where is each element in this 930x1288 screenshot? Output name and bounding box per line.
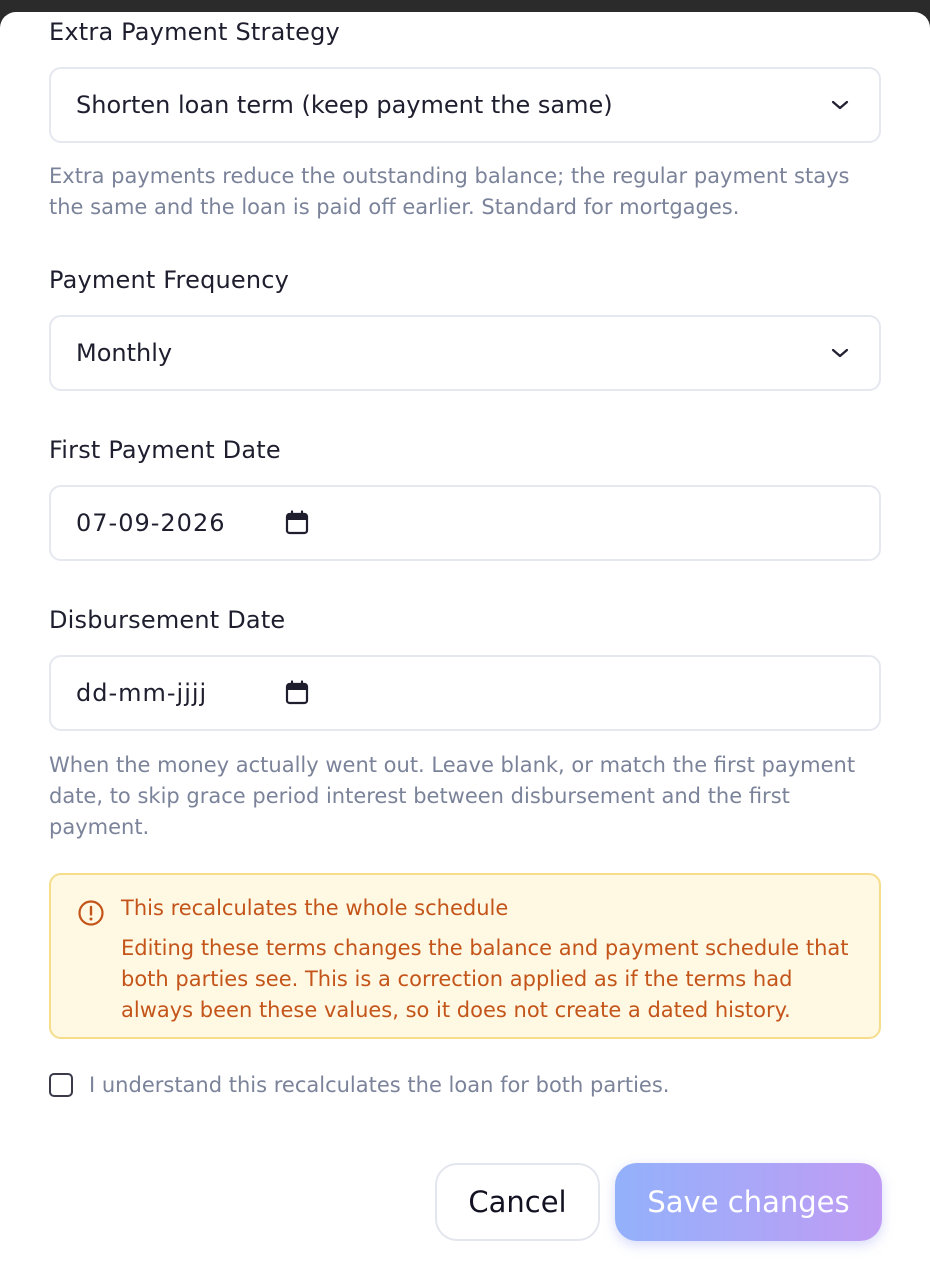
extra-payment-help-text: Extra payments reduce the outstanding balance; the regular payment stays the same and the loan is paid off earlier. Standard for mortgages.: [49, 164, 850, 219]
confirm-recalculation-label[interactable]: I understand this recalculates the loan for both parties.: [89, 1073, 670, 1097]
calendar-icon[interactable]: [284, 510, 310, 536]
save-changes-button[interactable]: Save changes: [615, 1163, 882, 1241]
alert-circle-icon: [77, 899, 105, 927]
first-payment-date-value: 07-09-2026: [76, 509, 226, 537]
payment-frequency-value: Monthly: [76, 339, 173, 367]
edit-loan-terms-modal: [0, 12, 930, 1288]
first-payment-date-label: First Payment Date: [49, 436, 281, 464]
disbursement-date-placeholder: dd-mm-jjjj: [76, 679, 208, 707]
extra-payment-strategy-select[interactable]: [49, 67, 881, 143]
recalculation-warning-box: [49, 873, 881, 1039]
first-payment-date-input[interactable]: [49, 485, 881, 561]
disbursement-date-input[interactable]: [49, 655, 881, 731]
cancel-button[interactable]: Cancel: [435, 1163, 600, 1241]
warning-title: This recalculates the whole schedule: [121, 896, 509, 920]
payment-frequency-select[interactable]: [49, 315, 881, 391]
disbursement-date-label: Disbursement Date: [49, 606, 286, 634]
chevron-down-icon: [829, 98, 851, 112]
warning-body: Editing these terms changes the balance and payment schedule that both parties see. This is a correction applied as if the terms had always been these values, so it does not create a dated history.: [121, 936, 849, 1022]
extra-payment-strategy-value: Shorten loan term (keep payment the same): [76, 91, 613, 119]
payment-frequency-label: Payment Frequency: [49, 266, 290, 294]
chevron-down-icon: [829, 346, 851, 360]
confirm-recalculation-checkbox[interactable]: [49, 1073, 73, 1097]
disbursement-help-text: When the money actually went out. Leave blank, or match the first payment date, to skip grace period interest between disbursement and the first payment.: [49, 753, 856, 839]
confirm-recalculation-row[interactable]: [49, 1073, 669, 1097]
calendar-icon[interactable]: [284, 680, 310, 706]
extra-payment-strategy-label: Extra Payment Strategy: [49, 18, 340, 46]
